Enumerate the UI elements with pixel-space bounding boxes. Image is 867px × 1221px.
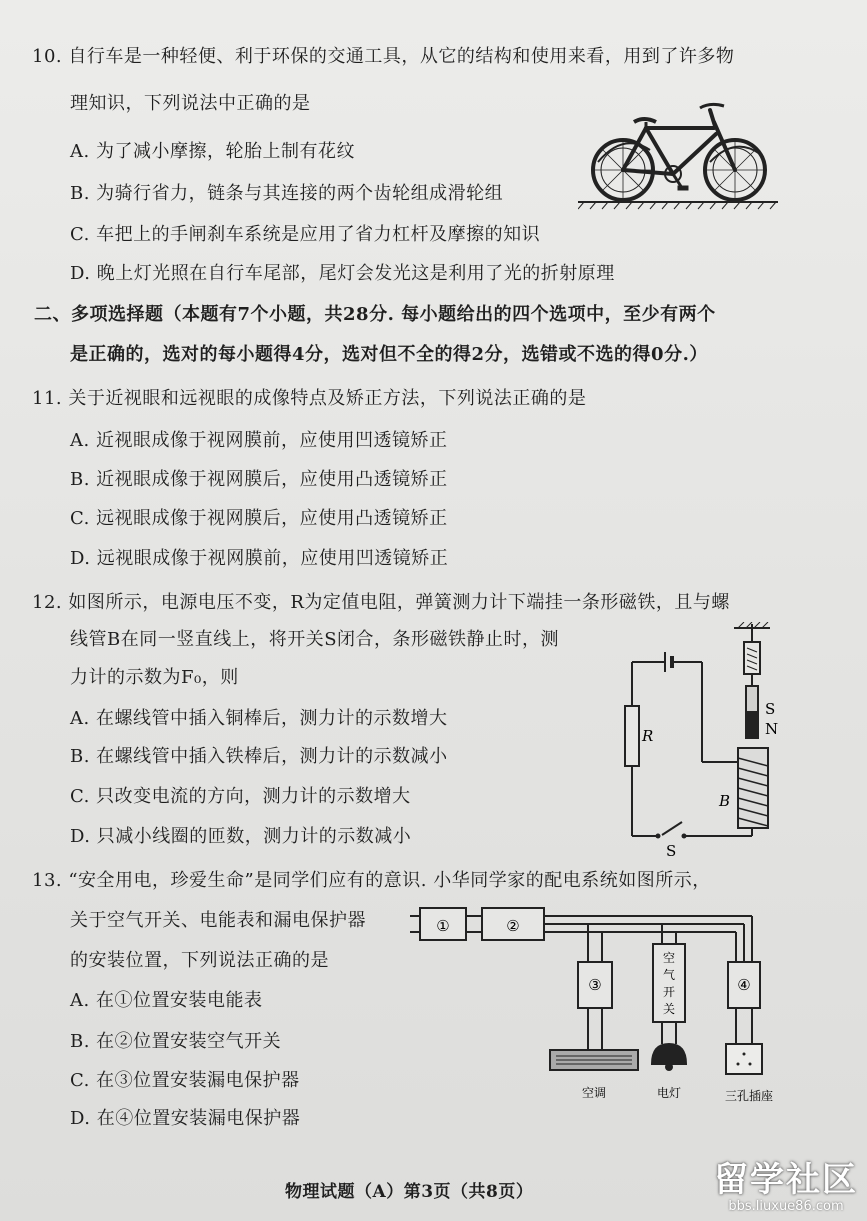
air-switch-char2: 气 xyxy=(662,968,676,982)
label-three-hole-socket: 三孔插座 xyxy=(724,1089,774,1103)
q12-stem-line1: 12. 如图所示，电源电压不变，R为定值电阻，弹簧测力计下端挂一条形磁铁，且与螺 xyxy=(32,592,730,613)
q11-option-c[interactable]: C. 远视眼成像于视网膜后，应使用凸透镜矫正 xyxy=(70,508,448,529)
watermark-title: 留学社区 xyxy=(714,1160,858,1200)
air-switch-char4: 关 xyxy=(662,1002,676,1016)
q12-stem-line2: 线管B在同一竖直线上，将开关S闭合，条形磁铁静止时，测 xyxy=(70,629,560,650)
solenoid-label-b: B xyxy=(719,792,731,810)
switch-label-s: S xyxy=(666,842,677,860)
q10-stem-line2: 理知识，下列说法中正确的是 xyxy=(70,93,311,114)
page-footer: 物理试题（A）第3页（共8页） xyxy=(285,1182,534,1202)
q10-option-b[interactable]: B. 为骑行省力，链条与其连接的两个齿轮组成滑轮组 xyxy=(70,183,504,204)
q11-option-b[interactable]: B. 近视眼成像于视网膜后，应使用凸透镜矫正 xyxy=(70,469,448,490)
label-air-conditioner: 空调 xyxy=(581,1086,607,1100)
q10-option-d[interactable]: D. 晚上灯光照在自行车尾部，尾灯会发光这是利用了光的折射原理 xyxy=(70,263,615,284)
q13-stem-line2: 关于空气开关、电能表和漏电保护器 xyxy=(70,910,366,931)
q13-option-b[interactable]: B. 在②位置安装空气开关 xyxy=(70,1031,282,1052)
box-3-label: ③ xyxy=(588,976,602,994)
q11-stem: 11. 关于近视眼和远视眼的成像特点及矫正方法，下列说法正确的是 xyxy=(32,388,587,409)
q12-option-c[interactable]: C. 只改变电流的方向，测力计的示数增大 xyxy=(70,786,411,807)
q13-stem-line3: 的安装位置，下列说法正确的是 xyxy=(70,950,329,971)
q13-stem-line1: 13. “安全用电，珍爱生命”是同学们应有的意识. 小华同学家的配电系统如图所示， xyxy=(32,870,711,891)
bicycle-figure xyxy=(578,92,778,214)
q11-option-d[interactable]: D. 远视眼成像于视网膜前，应使用凹透镜矫正 xyxy=(70,548,449,569)
q13-option-c[interactable]: C. 在③位置安装漏电保护器 xyxy=(70,1070,300,1091)
q12-option-d[interactable]: D. 只减小线圈的匝数，测力计的示数减小 xyxy=(70,826,412,847)
q13-option-d[interactable]: D. 在④位置安装漏电保护器 xyxy=(70,1108,301,1129)
box-2-label: ② xyxy=(506,917,520,935)
distribution-system-figure xyxy=(406,904,800,1110)
magnet-pole-n: N xyxy=(765,720,779,738)
label-lamp: 电灯 xyxy=(656,1086,682,1100)
q10-stem-line1: 10. 自行车是一种轻便、利于环保的交通工具，从它的结构和使用来看，用到了许多物 xyxy=(32,46,735,67)
air-switch-char1: 空 xyxy=(662,951,676,965)
q12-option-a[interactable]: A. 在螺线管中插入铜棒后，测力计的示数增大 xyxy=(70,708,448,729)
q11-option-a[interactable]: A. 近视眼成像于视网膜前，应使用凹透镜矫正 xyxy=(70,430,448,451)
q12-stem-line3: 力计的示数为F₀，则 xyxy=(70,667,239,688)
section2-heading-line2: 是正确的，选对的每小题得4分，选对但不全的得2分，选错或不选的得0分.） xyxy=(70,344,708,365)
q12-option-b[interactable]: B. 在螺线管中插入铁棒后，测力计的示数减小 xyxy=(70,746,448,767)
box-1-label: ① xyxy=(436,917,450,935)
resistor-label-r: R xyxy=(642,727,654,745)
q13-option-a[interactable]: A. 在①位置安装电能表 xyxy=(70,990,263,1011)
box-4-label: ④ xyxy=(737,976,751,994)
site-watermark xyxy=(708,1160,864,1218)
section2-heading-line1: 二、多项选择题（本题有7个小题，共28分. 每小题给出的四个选项中，至少有两个 xyxy=(34,304,716,325)
q10-option-c[interactable]: C. 车把上的手闸刹车系统是应用了省力杠杆及摩擦的知识 xyxy=(70,224,541,245)
q10-option-a[interactable]: A. 为了减小摩擦，轮胎上制有花纹 xyxy=(70,141,355,162)
watermark-url: bbs.liuxue86.com xyxy=(728,1199,844,1214)
air-switch-char3: 开 xyxy=(662,985,676,999)
solenoid-circuit-figure xyxy=(618,622,793,862)
magnet-pole-s: S xyxy=(765,700,776,718)
